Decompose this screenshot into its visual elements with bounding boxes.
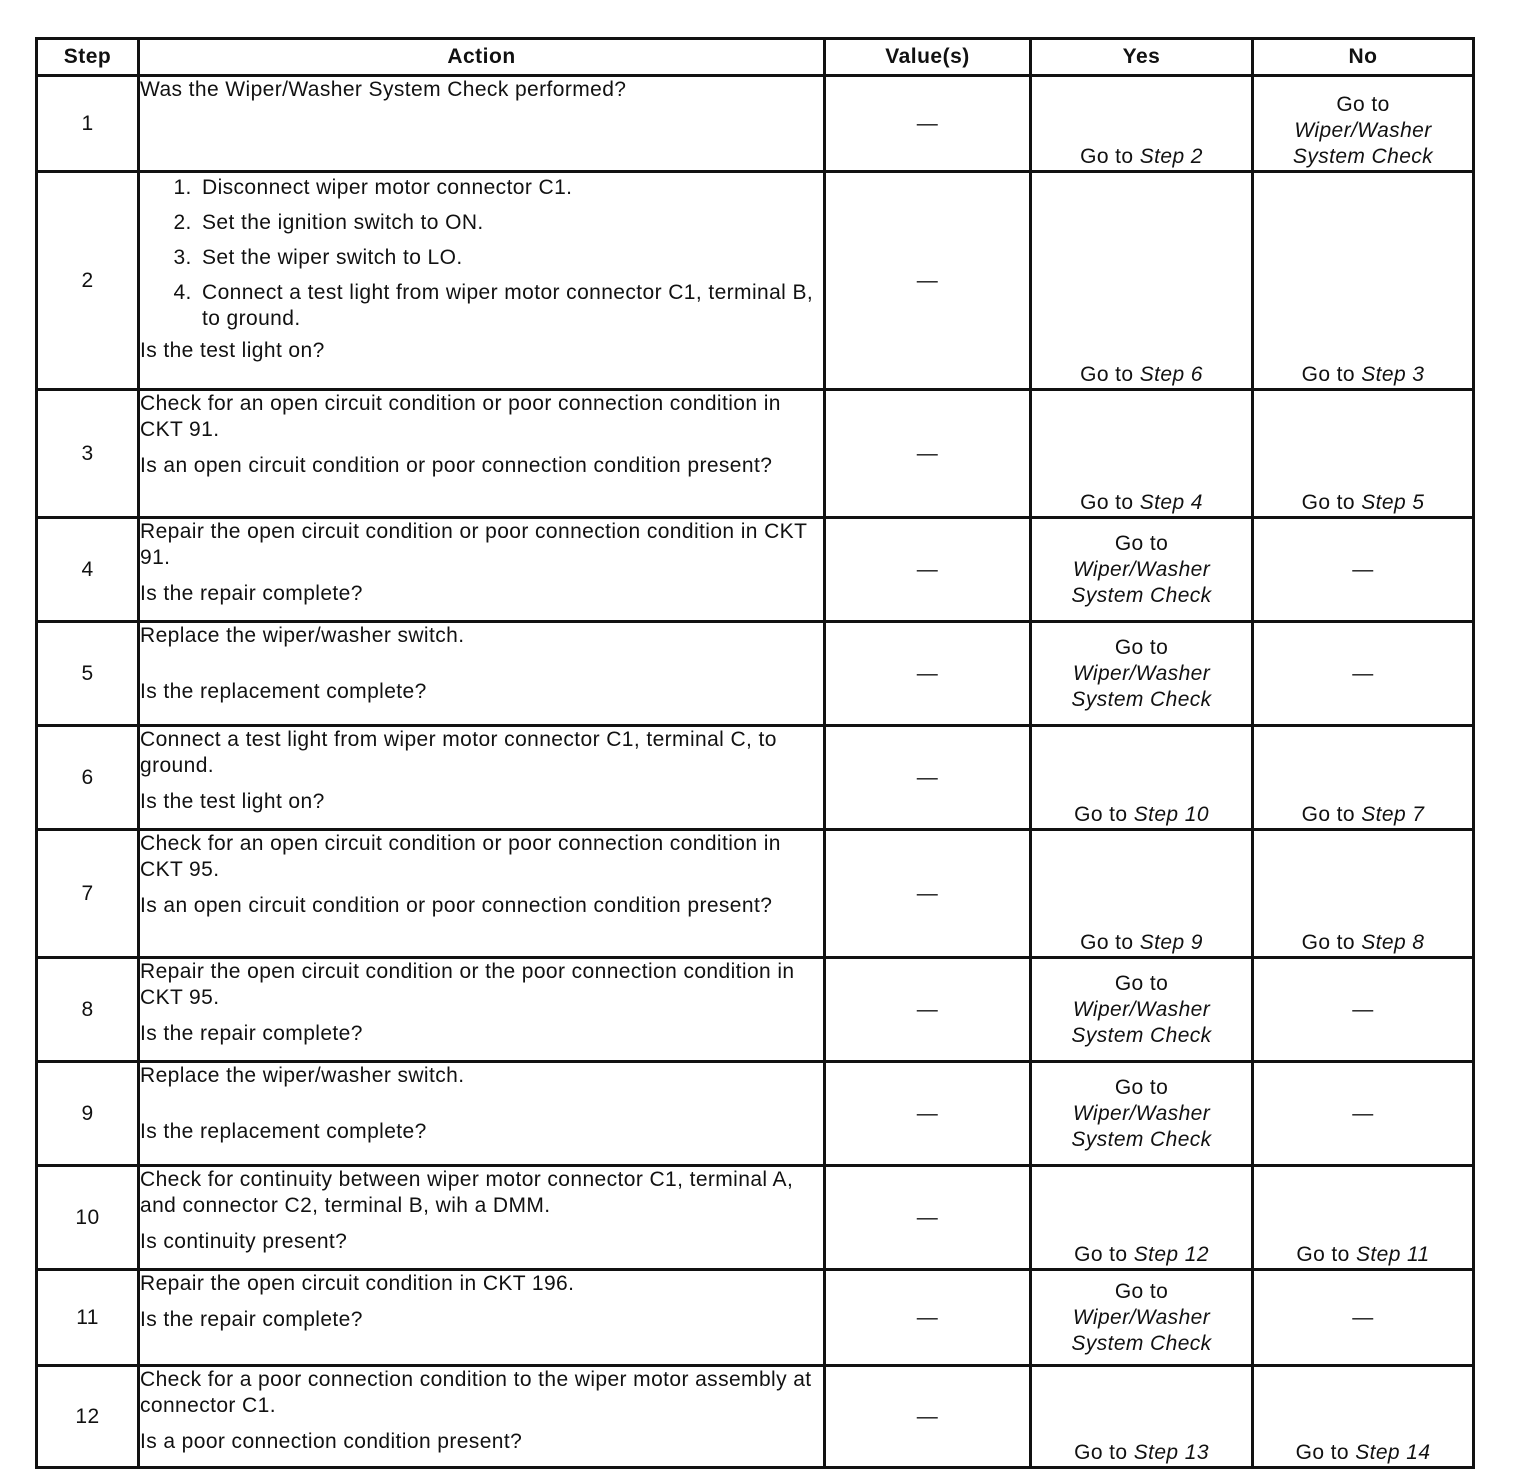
action-cell xyxy=(139,830,825,958)
goto-target: System Check xyxy=(1071,687,1212,711)
no-cell xyxy=(1253,1366,1474,1468)
goto-target: Wiper/Washer xyxy=(1072,997,1211,1021)
value-cell: — xyxy=(825,172,1031,390)
goto-label: Go to xyxy=(1080,145,1134,168)
table-row xyxy=(37,1366,1474,1468)
goto-label: Go to xyxy=(1080,931,1134,954)
yes-cell xyxy=(1031,622,1253,726)
action-question: Is the repair complete? xyxy=(140,1022,363,1045)
action-question: Is continuity present? xyxy=(140,1230,348,1253)
step-number: 9 xyxy=(37,1062,139,1166)
value-cell: — xyxy=(825,1270,1031,1366)
value-cell: — xyxy=(825,1166,1031,1270)
table-row xyxy=(37,830,1474,958)
substep-item: 4. Connect a test light from wiper motor connector C1, terminal B, to ground. xyxy=(198,280,823,332)
goto-label: Go to xyxy=(1074,1243,1128,1266)
goto-label: Go to xyxy=(1114,635,1169,659)
no-cell xyxy=(1253,172,1474,390)
table-row xyxy=(37,1062,1474,1166)
yes-cell xyxy=(1031,390,1253,518)
no-cell xyxy=(1253,726,1474,830)
action-text: Repair the open circuit condition in CKT 196. xyxy=(140,1272,575,1295)
action-cell xyxy=(139,622,825,726)
goto-target: Step 10 xyxy=(1133,803,1209,826)
goto-label: Go to xyxy=(1114,971,1169,995)
step-number: 5 xyxy=(37,622,139,726)
step-number: 6 xyxy=(37,726,139,830)
action-text: Repair the open circuit condition or the poor connection condition in CKT 95. xyxy=(140,960,795,1009)
value-cell: — xyxy=(825,830,1031,958)
action-text: Replace the wiper/washer switch. xyxy=(140,624,465,647)
step-number: 12 xyxy=(37,1366,139,1468)
table-row xyxy=(37,1166,1474,1270)
goto-target: Wiper/Washer xyxy=(1072,661,1211,685)
goto-label: Go to xyxy=(1301,931,1355,954)
goto-target: System Check xyxy=(1292,145,1434,168)
action-question: Is the repair complete? xyxy=(140,1308,363,1331)
action-question: Is an open circuit condition or poor connection condition present? xyxy=(140,454,773,477)
action-text: Check for continuity between wiper motor connector C1, terminal A, and connector C2, terminal B, wih a DMM. xyxy=(140,1168,794,1217)
goto-label: Go to xyxy=(1074,803,1128,826)
diagnostic-document xyxy=(35,37,1472,1469)
substep-item: 2. Set the ignition switch to ON. xyxy=(198,210,823,236)
header-row xyxy=(37,39,1474,76)
action-question: Is a poor connection condition present? xyxy=(140,1430,523,1453)
goto-target: Wiper/Washer xyxy=(1072,1305,1211,1329)
action-question: Is the repair complete? xyxy=(140,582,363,605)
step-number: 4 xyxy=(37,518,139,622)
yes-cell xyxy=(1031,958,1253,1062)
goto-target: Wiper/Washer xyxy=(1072,557,1211,581)
value-cell: — xyxy=(825,1062,1031,1166)
substep-list xyxy=(140,175,823,332)
action-question: Is the replacement complete? xyxy=(140,680,427,703)
substep-item: 3. Set the wiper switch to LO. xyxy=(198,245,823,271)
step-number: 3 xyxy=(37,390,139,518)
value-cell: — xyxy=(825,1366,1031,1468)
goto-target: System Check xyxy=(1071,1023,1212,1047)
yes-cell xyxy=(1031,1062,1253,1166)
value-cell: — xyxy=(825,622,1031,726)
step-number: 7 xyxy=(37,830,139,958)
yes-cell xyxy=(1031,830,1253,958)
yes-cell xyxy=(1031,1270,1253,1366)
value-cell: — xyxy=(825,958,1031,1062)
action-text: Check for an open circuit condition or poor connection condition in CKT 95. xyxy=(140,832,781,881)
diagnostic-table xyxy=(35,37,1475,1469)
goto-label: Go to xyxy=(1074,1441,1128,1464)
no-cell: — xyxy=(1253,1062,1474,1166)
goto-target: Step 11 xyxy=(1355,1243,1430,1266)
header-no: No xyxy=(1253,39,1474,76)
goto-target: Step 5 xyxy=(1361,491,1425,514)
action-cell xyxy=(139,1366,825,1468)
goto-target: Step 12 xyxy=(1133,1243,1209,1266)
header-action: Action xyxy=(139,39,825,76)
yes-cell xyxy=(1031,1366,1253,1468)
no-cell: — xyxy=(1253,958,1474,1062)
table-row xyxy=(37,958,1474,1062)
table-row xyxy=(37,76,1474,172)
action-question: Is the test light on? xyxy=(140,339,325,362)
goto-target: System Check xyxy=(1071,1127,1212,1151)
step-number: 2 xyxy=(37,172,139,390)
action-cell xyxy=(139,518,825,622)
goto-label: Go to xyxy=(1295,1441,1349,1464)
action-cell xyxy=(139,390,825,518)
goto-target: Step 2 xyxy=(1139,145,1203,168)
goto-target: Step 6 xyxy=(1139,363,1203,386)
value-cell: — xyxy=(825,726,1031,830)
yes-cell xyxy=(1031,518,1253,622)
table-row xyxy=(37,518,1474,622)
goto-target: Step 14 xyxy=(1355,1441,1431,1464)
goto-target: Step 7 xyxy=(1361,803,1425,826)
action-text: Repair the open circuit condition or poor connection condition in CKT 91. xyxy=(140,520,807,569)
goto-target: System Check xyxy=(1071,583,1212,607)
action-cell xyxy=(139,1166,825,1270)
action-cell xyxy=(139,726,825,830)
value-cell: — xyxy=(825,390,1031,518)
goto-label: Go to xyxy=(1301,491,1355,514)
goto-label: Go to xyxy=(1080,363,1134,386)
action-question: Is the replacement complete? xyxy=(140,1120,427,1143)
no-cell: — xyxy=(1253,622,1474,726)
step-number: 11 xyxy=(37,1270,139,1366)
goto-target: Step 13 xyxy=(1133,1441,1209,1464)
no-cell: — xyxy=(1253,518,1474,622)
substep-item: 1. Disconnect wiper motor connector C1. xyxy=(198,175,823,201)
table-row xyxy=(37,622,1474,726)
header-yes: Yes xyxy=(1031,39,1253,76)
yes-cell xyxy=(1031,76,1253,172)
table-row xyxy=(37,172,1474,390)
action-cell xyxy=(139,172,825,390)
action-question: Is the test light on? xyxy=(140,790,325,813)
goto-label: Go to xyxy=(1114,1075,1169,1099)
action-text: Replace the wiper/washer switch. xyxy=(140,1064,465,1087)
yes-cell xyxy=(1031,726,1253,830)
no-cell xyxy=(1253,390,1474,518)
goto-target: Step 8 xyxy=(1361,931,1425,954)
goto-label: Go to xyxy=(1080,491,1134,514)
goto-target: Step 4 xyxy=(1139,491,1203,514)
value-cell: — xyxy=(825,76,1031,172)
action-text: Connect a test light from wiper motor connector C1, terminal C, to ground. xyxy=(140,728,777,777)
goto-label: Go to xyxy=(1114,1279,1169,1303)
goto-label: Go to xyxy=(1296,1243,1350,1266)
yes-cell xyxy=(1031,172,1253,390)
step-number: 1 xyxy=(37,76,139,172)
action-cell xyxy=(139,76,825,172)
action-cell xyxy=(139,1062,825,1166)
no-cell xyxy=(1253,830,1474,958)
action-text: Check for an open circuit condition or poor connection condition in CKT 91. xyxy=(140,392,781,441)
action-cell xyxy=(139,1270,825,1366)
header-values: Value(s) xyxy=(825,39,1031,76)
step-number: 8 xyxy=(37,958,139,1062)
step-number: 10 xyxy=(37,1166,139,1270)
table-row xyxy=(37,1270,1474,1366)
action-text: Check for a poor connection condition to the wiper motor assembly at connector C1. xyxy=(140,1368,812,1417)
goto-label: Go to xyxy=(1114,531,1169,555)
goto-label: Go to xyxy=(1336,93,1390,116)
no-cell xyxy=(1253,76,1474,172)
no-cell: — xyxy=(1253,1270,1474,1366)
action-question: Was the Wiper/Washer System Check performed? xyxy=(140,78,627,101)
header-step: Step xyxy=(37,39,139,76)
action-question: Is an open circuit condition or poor connection condition present? xyxy=(140,894,773,917)
table-row xyxy=(37,390,1474,518)
goto-target: Wiper/Washer xyxy=(1072,1101,1211,1125)
no-cell xyxy=(1253,1166,1474,1270)
goto-label: Go to xyxy=(1301,803,1355,826)
goto-target: Step 9 xyxy=(1139,931,1203,954)
goto-target: Wiper/Washer xyxy=(1294,119,1432,142)
value-cell: — xyxy=(825,518,1031,622)
goto-target: System Check xyxy=(1071,1331,1212,1355)
goto-label: Go to xyxy=(1301,363,1355,386)
yes-cell xyxy=(1031,1166,1253,1270)
goto-target: Step 3 xyxy=(1361,363,1425,386)
action-cell xyxy=(139,958,825,1062)
table-row xyxy=(37,726,1474,830)
